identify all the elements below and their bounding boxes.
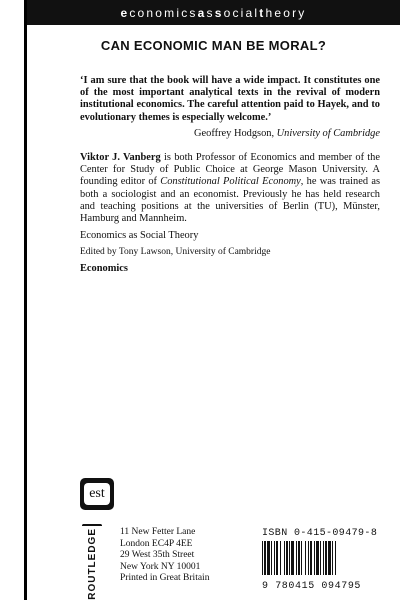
- banner-letter: e: [120, 5, 130, 20]
- barcode-number: 9 780415 094795: [262, 581, 362, 592]
- address-line: New York NY 10001: [120, 561, 201, 572]
- journal-name: Constitutional Political Economy: [160, 176, 301, 188]
- review-quote: ‘I am sure that the book will have a wide impact. It constitutes one of the most important analytical texts in the revival of modern institutional economics. The careful attention paid to Hayek, and to evolutionary themes is especially welcome.’: [80, 75, 380, 123]
- reviewer-name: Geoffrey Hodgson,: [194, 128, 277, 139]
- banner-letter: a: [197, 5, 207, 20]
- isbn: ISBN 0-415-09479-8: [262, 528, 378, 539]
- bio-text-2: , he was trained as both a sociologist and an economist. Previously he has held research and teaching positions at the universities of Berlin (TU), Münster, Hamburg and Mannheim.: [80, 176, 380, 225]
- routledge-logo: [80, 524, 104, 600]
- author-name: Viktor J. Vanberg: [80, 152, 161, 163]
- banner-word: heory: [265, 5, 307, 20]
- address-line: London EC4P 4EE: [120, 538, 193, 549]
- author-bio: [80, 152, 380, 225]
- banner-word: ocial: [223, 5, 260, 20]
- book-title: CAN ECONOMIC MAN BE MORAL?: [100, 38, 327, 53]
- isbn-block: [262, 528, 382, 592]
- address-line: 11 New Fetter Lane: [120, 527, 196, 537]
- publisher-address: [120, 527, 209, 585]
- subject-category: Economics: [80, 263, 128, 274]
- address-line: Printed in Great Britain: [120, 573, 210, 583]
- series-name: Economics as Social Theory: [80, 230, 199, 241]
- est-logo-text: est: [84, 483, 110, 505]
- banner-letter: t: [259, 5, 266, 20]
- quote-attribution: [80, 128, 380, 140]
- bio-text-1: is both Professor of Economics and member of the Center for Study of Public Choice at George Mason University. A founding editor of: [80, 152, 380, 188]
- banner-word: s: [206, 5, 215, 20]
- est-logo: [80, 478, 114, 510]
- reviewer-affiliation: University of Cambridge: [276, 128, 380, 139]
- series-editor: Edited by Tony Lawson, University of Cambridge: [80, 247, 271, 257]
- series-banner: [27, 0, 400, 25]
- publisher-name: ROUTLEDGE: [86, 528, 98, 600]
- banner-word: conomics: [129, 5, 198, 20]
- banner-letter: s: [214, 5, 224, 20]
- address-line: 29 West 35th Street: [120, 550, 195, 560]
- left-rule: [24, 0, 27, 600]
- routledge-mark-icon: [82, 524, 102, 526]
- barcode: [262, 541, 378, 575]
